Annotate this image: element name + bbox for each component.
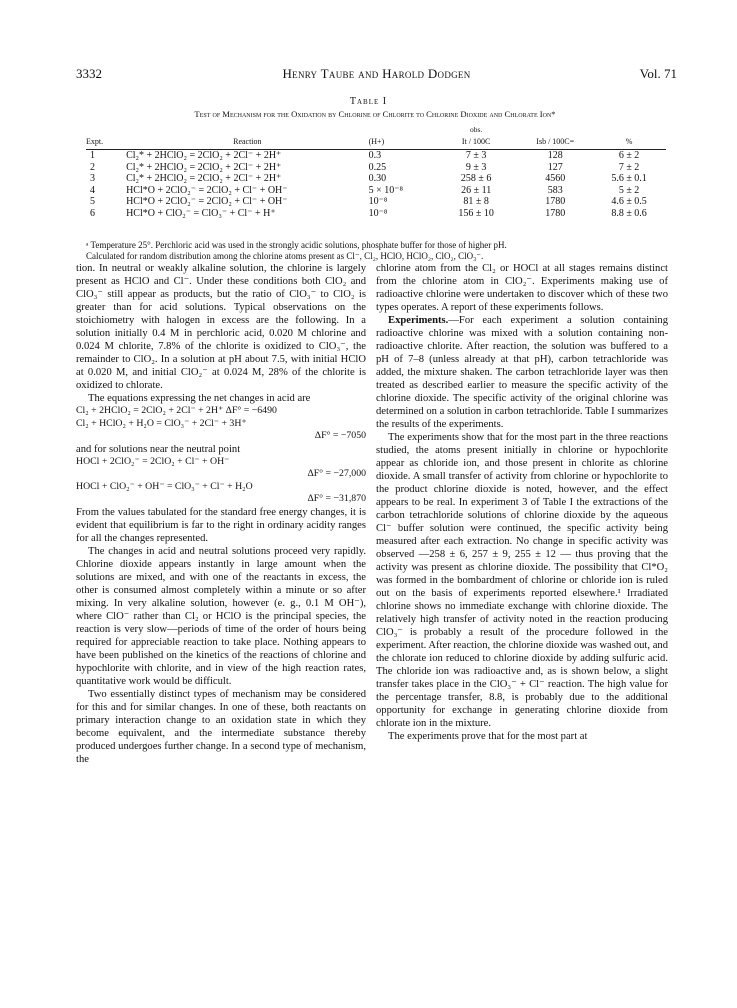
column-header-reaction: Reaction bbox=[233, 136, 262, 146]
paragraph-text: —For each experiment a solution containing radioactive chlorine was mixed with a solution containing non-radioactive chlorite. After reaction, the solution was buffered to a pH of 7–8 (unless already at that pH), carbon tetrachloride was added, the mixture shaken. The carbon tetrachloride layer was then treated as described earlier to measure the specific activity of the chlorine dioxide. The specific activity of the original chlorine was determined on a solution in carbon tetrachloride. Table I summarizes the results of the experiments. bbox=[376, 315, 668, 430]
table-footnote-line-2: Calculated for random distribution among the chlorine atoms present as Cl⁻, Cl₂, HClO, HClO₂, ClO₂, ClO₃⁻. bbox=[86, 250, 484, 261]
table-row: 2 Cl₂* + 2HClO₂ = 2ClO₂ + 2Cl⁻ + 2H⁺ 0.25 9 ± 3 127 7 ± 2 bbox=[90, 161, 640, 173]
equation: Cl₂ + 2HClO₂ = 2ClO₂ + 2Cl⁻ + 2H⁺ ΔF° = −6490 bbox=[76, 405, 277, 416]
paragraph bbox=[376, 314, 668, 431]
obs-label: obs. bbox=[470, 125, 483, 134]
paragraph: The changes in acid and neutral solutions proceed very rapidly. Chlorine dioxide appears instantly in large amount when the solutions are mixed, and with one of the reactants in excess, the other is consumed almost completely within a minute or so after mixing. In very alkaline solution, however (e. g., 0.1 M OH⁻), where ClO⁻ rather than Cl₂ or HClO is the principal species, the reaction is very slow—periods of time of the order of hours being required for appreciable reaction to take place. Nothing appears to have been published on the kinetics of the reactions of chlorine and hypochlorite with chlorite, and in view of the high reaction rates, quantitative work would be difficult. bbox=[76, 545, 366, 687]
data-table bbox=[86, 124, 666, 219]
equation: Cl₂ + HClO₂ + H₂O = ClO₃⁻ + 2Cl⁻ + 3H⁺ bbox=[76, 417, 247, 429]
table-row: 1 Cl₂* + 2HClO₂ = 2ClO₂ + 2Cl⁻ + 2H⁺ 0.3 7 ± 3 128 6 ± 2 bbox=[90, 150, 640, 161]
table-row: 5 HCl*O + 2ClO₂⁻ = 2ClO₂ + Cl⁻ + OH⁻ 10⁻⁸ 81 ± 8 1780 4.6 ± 0.5 bbox=[90, 196, 647, 207]
equation: HOCl + ClO₂⁻ + OH⁻ = ClO₃⁻ + Cl⁻ + H₂O bbox=[76, 480, 253, 492]
table-row: 6 HCl*O + ClO₂⁻ = ClO₃⁻ + Cl⁻ + H⁺ 10⁻⁸ 156 ± 10 1780 8.8 ± 0.6 bbox=[90, 207, 647, 219]
running-title: Henry Taube and Harold Dodgen bbox=[282, 66, 471, 81]
paragraph: The equations expressing the net changes in acid are bbox=[88, 393, 311, 404]
paragraph: chlorine atom from the Cl₂ or HOCl at all stages remains distinct from the chlorine atom in ClO₂⁻. Experiments making use of radioactive chlorine were undertaken to discover which of these two types operates. A report of these experiments follows. bbox=[376, 263, 668, 313]
left-column bbox=[76, 262, 366, 766]
page-number: 3332 bbox=[76, 66, 102, 81]
table-label: Table I bbox=[349, 96, 388, 107]
column-header-expt: Expt. bbox=[86, 136, 104, 146]
paragraph: Two essentially distinct types of mechanism may be considered for this and for similar changes. In one of these, both reactants on primary interaction change to an oxidation state in which they become equivalent, and the intermediate substance thereby produced undergoes further change. In a second type of mechanism, the bbox=[76, 688, 366, 765]
table-row: 3 Cl₂* + 2HClO₂ = 2ClO₂ + 2Cl⁻ + 2H⁺ 0.30 258 ± 6 4560 5.6 ± 0.1 bbox=[90, 173, 647, 184]
column-header-h: (H+) bbox=[368, 136, 385, 146]
table-footnote-line-1: ᵃ Temperature 25°. Perchloric acid was used in the strongly acidic solutions, phosphate buffer for those of higher pH. bbox=[86, 240, 507, 250]
table-footnote bbox=[86, 240, 676, 261]
volume-label: Vol. 71 bbox=[639, 66, 677, 81]
equation-free-energy: ΔF° = −27,000 bbox=[307, 468, 366, 479]
equation: HOCl + 2ClO₂⁻ = 2ClO₂ + Cl⁻ + OH⁻ bbox=[76, 455, 230, 467]
running-header bbox=[76, 66, 677, 84]
paragraph: The experiments show that for the most part in the three reactions studied, the atoms present initially in chlorine or hypochlorite appear as chloride ion, and those present in chlorite as chlorine dioxide. A small transfer of activity from chlorine or hypochlorite to the product chlorine dioxide is noted, however, and the effect appears to be real. In experiment 3 of Table I the extractions of the carbon tetrachloride solutions of chlorine dioxide by the aqueous Cl⁻ buffer solution were continued, the specific activity being measured after each extraction. No change in specific activity was observed —258 ± 6, 257 ± 9, 255 ± 12 — thus proving that the activity was present as chlorine dioxide. The possibility that Cl*O₂ was formed in the bombardment of chlorine or chloride ion is ruled out on the basis of experiments reported elsewhere.¹ Irradiated chlorine shows no immediate exchange with chlorine dioxide. The relatively high transfer of activity noted in the reaction producing ClO₃⁻ is probably a result of the procedure followed in the experiment. After reaction, the chlorine dioxide was washed out, and the chlorate ion reduced to chlorine dioxide by adding sulfuric acid. The chloride ion was radioactive and, as is shown below, a slight transfer takes place in the ClO₃⁻ + Cl⁻ reaction. The high value for the percentage transfer, 8.8, is probably due to the additional opportunity for exchange in generating chlorine dioxide from chlorate ion in the mixture. bbox=[376, 432, 668, 729]
table-title: Test of Mechanism for the Oxidation by Chlorine of Chlorite to Chlorine Dioxide and Chlorate Ion* bbox=[194, 109, 556, 119]
paragraph: and for solutions near the neutral point bbox=[76, 443, 241, 455]
paragraph: tion. In neutral or weakly alkaline solution, the chlorine is largely present as HClO and Cl⁻. Under these conditions both ClO₂ and ClO₃⁻ still appear as products, but the ratio of ClO₃⁻ to ClO₂ is greater than for acid solutions. Typical observations on the stoichiometry with halogen in excess are the following. In a solution initially 0.4 M in perchloric acid, 0.020 M chlorine and 0.024 M chlorite, 7.8% of the chlorite is oxidized to ClO₃⁻, the remainder to ClO₂. In a solution at pH about 7.5, with initial HClO at 0.020 M, and initial ClO₂⁻ at 0.024 M, 28% of the chlorite is oxidized to chlorate. bbox=[76, 263, 366, 391]
paragraph: The experiments prove that for the most part at bbox=[388, 731, 588, 742]
column-header-it: It / 100C bbox=[461, 136, 491, 146]
column-header-percent: % bbox=[625, 136, 633, 146]
right-column bbox=[376, 262, 668, 743]
section-heading: Experiments. bbox=[388, 315, 449, 326]
paragraph: From the values tabulated for the standard free energy changes, it is evident that equilibrium is far to the right in ordinary acidity ranges for all the changes represented. bbox=[76, 506, 366, 544]
equation-free-energy: ΔF° = −7050 bbox=[314, 430, 366, 441]
table-row: 4 HCl*O + 2ClO₂⁻ = 2ClO₂ + Cl⁻ + OH⁻ 5 × 10⁻⁸ 26 ± 11 583 5 ± 2 bbox=[90, 184, 640, 196]
equation-free-energy: ΔF° = −31,870 bbox=[307, 493, 366, 504]
column-header-isb: Isb / 100C= bbox=[536, 136, 575, 146]
